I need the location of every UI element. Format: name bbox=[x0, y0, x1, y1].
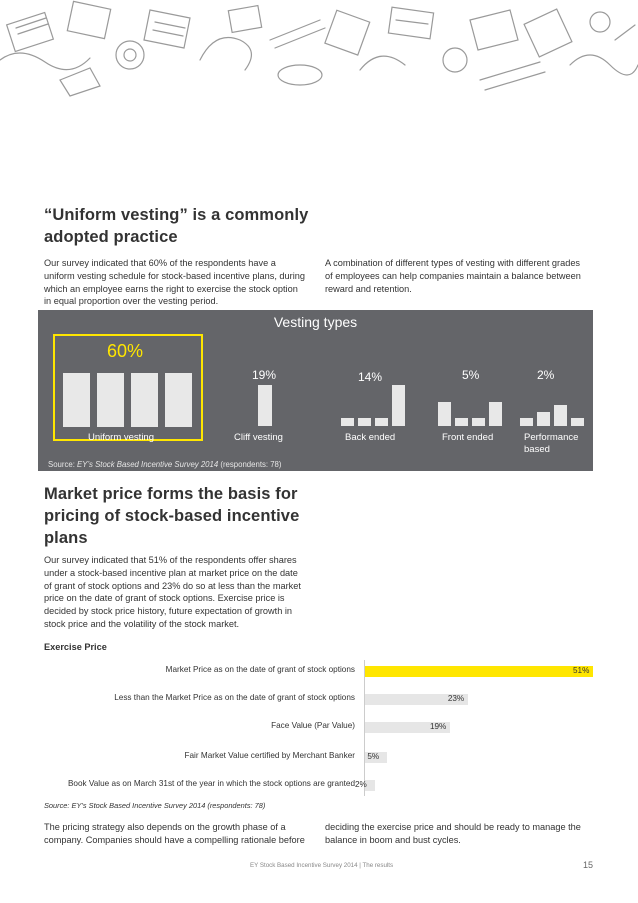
performance-based-bar bbox=[537, 412, 550, 426]
vesting-combination-paragraph: A combination of different types of vesting with different grades of employees can help companies maintain a balance between reward and retention. bbox=[325, 258, 581, 294]
chart-category-label: Market Price as on the date of grant of stock options bbox=[165, 665, 355, 674]
back-ended-pct: 14% bbox=[358, 370, 383, 384]
chart-value-label: 2% bbox=[355, 779, 367, 789]
uniform-vesting-label: Uniform vesting bbox=[88, 432, 154, 443]
vesting-types-title: Vesting types bbox=[273, 314, 358, 330]
back-ended-label: Back ended bbox=[345, 432, 396, 443]
chart-title: Exercise Price bbox=[44, 642, 107, 652]
back-ended-bar bbox=[358, 418, 371, 426]
chart-category-label: Book Value as on March 31st of the year in which the stock options are granted bbox=[67, 779, 355, 788]
chart-bar bbox=[365, 666, 593, 677]
uniform-vesting-paragraph: Our survey indicated that 60% of the respondents have a uniform vesting schedule for stock-based incentive plans, during which an employee earns the right to exercise the stock option in equal proportion over the vesting period. bbox=[44, 258, 305, 307]
front-ended-bar bbox=[472, 418, 485, 426]
performance-based-bar bbox=[554, 405, 567, 426]
market-price-paragraph: Our survey indicated that 51% of the respondents offer shares under a stock-based incentive plan at market price on the date of grant of stock options and 23% do so at less than the market price on the date of grant of stock options. Exercise price is decided by stock price history, future expectation of growth in stock price and the volatility of the stock market. bbox=[44, 555, 301, 629]
vesting-source-note: Source: EY’s Stock Based Incentive Survey 2014 (respondents: 78) bbox=[48, 460, 282, 469]
performance-based-bar bbox=[571, 418, 584, 426]
performance-based-pct: 2% bbox=[537, 368, 555, 382]
chart-category-label: Fair Market Value certified by Merchant Banker bbox=[184, 751, 355, 760]
back-ended-bar bbox=[341, 418, 354, 426]
chart-category-label: Face Value (Par Value) bbox=[271, 721, 355, 730]
front-ended-bar bbox=[489, 402, 502, 426]
uniform-vesting-bar bbox=[63, 373, 90, 427]
vesting-types-panel bbox=[38, 310, 593, 471]
cliff-vesting-pct: 19% bbox=[252, 368, 277, 382]
chart-source-note: Source: EY’s Stock Based Incentive Survey 2014 (respondents: 78) bbox=[44, 801, 266, 810]
cliff-vesting-bar bbox=[258, 385, 272, 426]
back-ended-bar bbox=[392, 385, 405, 426]
chart-value-label: 5% bbox=[367, 751, 380, 761]
front-ended-bar bbox=[438, 402, 451, 426]
chart-value-label: 51% bbox=[573, 665, 590, 675]
section-heading-market-price: Market price forms the basis for pricing of stock-based incentive plans bbox=[44, 485, 300, 547]
uniform-vesting-pct: 60% bbox=[107, 341, 144, 361]
front-ended-pct: 5% bbox=[462, 368, 480, 382]
uniform-vesting-bar bbox=[131, 373, 158, 427]
page-number: 15 bbox=[583, 860, 594, 870]
uniform-vesting-bar bbox=[97, 373, 124, 427]
section-heading-uniform-vesting: “Uniform vesting” is a commonly adopted practice bbox=[44, 206, 309, 246]
chart-category-label: Less than the Market Price as on the date of grant of stock options bbox=[114, 693, 355, 702]
performance-based-label: Performance based bbox=[524, 432, 579, 455]
performance-based-bar bbox=[520, 418, 533, 426]
front-ended-label: Front ended bbox=[442, 432, 494, 443]
back-ended-bar bbox=[375, 418, 388, 426]
front-ended-bar bbox=[455, 418, 468, 426]
pricing-strategy-paragraph-continued: deciding the exercise price and should be ready to manage the balance in boom and bust cycles. bbox=[325, 822, 581, 845]
doodle-illustration bbox=[0, 0, 638, 100]
pricing-strategy-paragraph: The pricing strategy also depends on the growth phase of a company. Companies should have a compelling rationale before bbox=[44, 822, 305, 845]
uniform-vesting-bar bbox=[165, 373, 192, 427]
footer-text: EY Stock Based Incentive Survey 2014 | The results bbox=[250, 862, 394, 869]
chart-value-label: 23% bbox=[447, 693, 465, 703]
chart-value-label: 19% bbox=[429, 721, 447, 731]
cliff-vesting-label: Cliff vesting bbox=[234, 432, 283, 443]
